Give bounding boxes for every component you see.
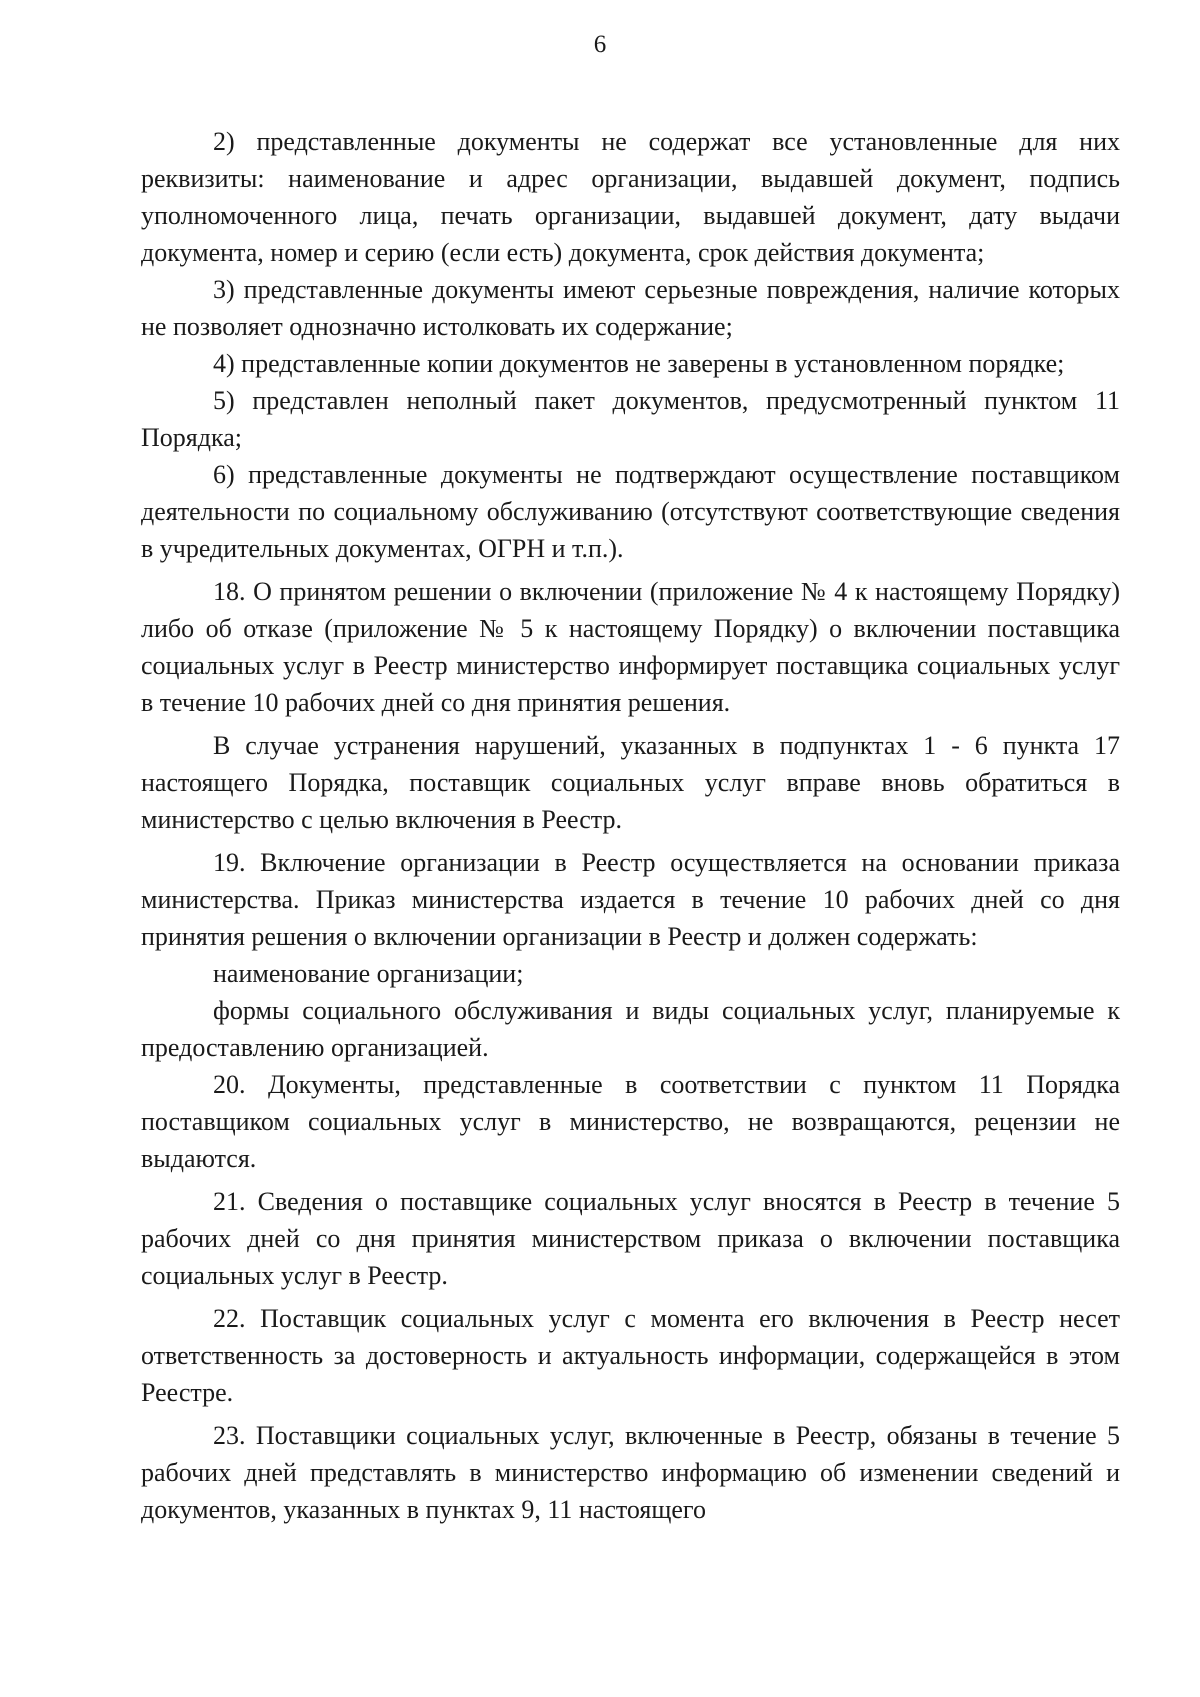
paragraph-item-2: 2) представленные документы не содержат все установленные для них реквизиты: наименование и адрес организации, выдавшей документ, подпись уполномоченного лица, печать организации, выдавшей документ, дату выдачи документа, номер и серию (если есть) документа, срок действия документа;	[141, 127, 1120, 267]
paragraph-20: 20. Документы, представленные в соответствии с пунктом 11 Порядка поставщиком социальных услуг в министерство, не возвращаются, рецензии не выдаются.	[141, 1070, 1120, 1173]
paragraph-19-item-forms: формы социального обслуживания и виды социальных услуг, планируемые к предоставлению организацией.	[141, 996, 1120, 1062]
paragraph-22: 22. Поставщик социальных услуг с момента его включения в Реестр несет ответственность за достоверность и актуальность информации, содержащейся в этом Реестре.	[141, 1304, 1120, 1407]
paragraph-19: 19. Включение организации в Реестр осуществляется на основании приказа министерства. Приказ министерства издается в течение 10 рабочих дней со дня принятия решения о включении организации в Реестр и должен содержать:	[141, 848, 1120, 951]
paragraph-21: 21. Сведения о поставщике социальных услуг вносятся в Реестр в течение 5 рабочих дней со дня принятия министерством приказа о включении поставщика социальных услуг в Реестр.	[141, 1187, 1120, 1290]
paragraph-item-3: 3) представленные документы имеют серьезные повреждения, наличие которых не позволяет однозначно истолковать их содержание;	[141, 275, 1120, 341]
paragraph-item-6: 6) представленные документы не подтверждают осуществление поставщиком деятельности по социальному обслуживанию (отсутствуют соответствующие сведения в учредительных документах, ОГРН и т.п.).	[141, 460, 1120, 563]
paragraph-18-note: В случае устранения нарушений, указанных в подпунктах 1 - 6 пункта 17 настоящего Порядка, поставщик социальных услуг вправе вновь обратиться в министерство с целью включения в Реестр.	[141, 731, 1120, 834]
paragraph-18: 18. О принятом решении о включении (приложение № 4 к настоящему Порядку) либо об отказе (приложение № 5 к настоящему Порядку) о включении поставщика социальных услуг в Реестр министерство информирует поставщика социальных услуг в течение 10 рабочих дней со дня принятия решения.	[141, 577, 1120, 717]
document-body	[141, 123, 1120, 1528]
paragraph-23: 23. Поставщики социальных услуг, включенные в Реестр, обязаны в течение 5 рабочих дней представлять в министерство информацию об изменении сведений и документов, указанных в пунктах 9, 11 настоящего	[141, 1421, 1120, 1524]
paragraph-item-4: 4) представленные копии документов не заверены в установленном порядке;	[213, 349, 1065, 378]
paragraph-19-item-name: наименование организации;	[213, 959, 524, 988]
paragraph-item-5: 5) представлен неполный пакет документов, предусмотренный пунктом 11 Порядка;	[141, 386, 1120, 452]
page-number: 6	[593, 31, 607, 58]
